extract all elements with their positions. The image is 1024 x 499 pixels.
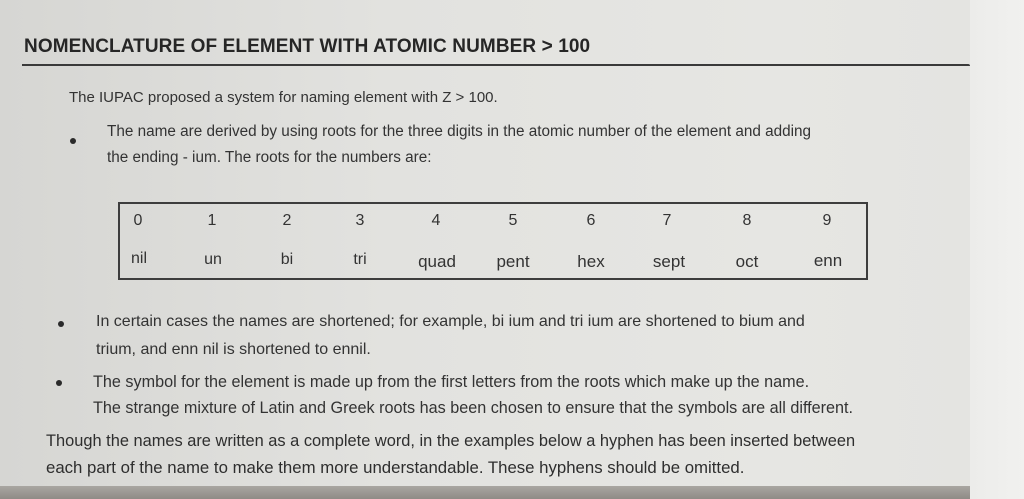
root-cell: oct xyxy=(735,252,759,271)
closing-paragraph-line: Though the names are written as a complete word, in the examples below a hyphen has been inserted between xyxy=(46,432,856,450)
bullet-dot-icon xyxy=(56,380,62,386)
bullet-line: The name are derived by using roots for the three digits in the atomic number of the element and adding xyxy=(107,123,812,140)
bullet-line: The symbol for the element is made up from the first letters from the roots which make up the name. xyxy=(93,373,810,391)
digit-cell: 3 xyxy=(355,212,365,229)
root-cell: tri xyxy=(353,251,367,268)
bullet-line: trium, and enn nil is shortened to ennil. xyxy=(96,341,371,358)
digit-cell: 5 xyxy=(508,212,518,229)
bullet-line: The strange mixture of Latin and Greek roots has been chosen to ensure that the symbols are all different. xyxy=(93,399,854,417)
bullet-dot-icon xyxy=(58,321,64,327)
bullet-dot-icon xyxy=(70,138,76,144)
section-title: NOMENCLATURE OF ELEMENT WITH ATOMIC NUMBER > 100 xyxy=(24,36,591,57)
root-cell: quad xyxy=(418,252,456,271)
digit-cell: 2 xyxy=(282,212,292,229)
bullet-line: the ending - ium. The roots for the numbers are: xyxy=(107,149,432,166)
root-cell: un xyxy=(204,251,222,268)
digit-cell: 0 xyxy=(133,212,143,229)
title-underline-rule xyxy=(22,64,970,66)
closing-paragraph-line: each part of the name to make them more understandable. These hyphens should be omitted. xyxy=(46,458,745,477)
digit-cell: 7 xyxy=(662,212,672,229)
intro-sentence: The IUPAC proposed a system for naming element with Z > 100. xyxy=(69,89,498,106)
root-cell: hex xyxy=(577,252,605,271)
digit-roots-table xyxy=(118,202,868,280)
digit-cell: 4 xyxy=(431,212,441,229)
page-margin-edge xyxy=(970,0,1024,499)
bullet-line: In certain cases the names are shortened; for example, bi ium and tri ium are shortened to bium and xyxy=(96,313,805,330)
root-cell: enn xyxy=(813,251,843,270)
digit-cell: 1 xyxy=(207,212,217,229)
root-cell: sept xyxy=(652,252,686,271)
digit-cell: 6 xyxy=(586,212,596,229)
root-cell: nil xyxy=(130,250,147,267)
page-bottom-shadow xyxy=(0,486,970,499)
digit-cell: 8 xyxy=(742,212,752,229)
digit-cell: 9 xyxy=(822,212,832,229)
root-cell: bi xyxy=(280,251,294,268)
root-cell: pent xyxy=(496,252,530,271)
